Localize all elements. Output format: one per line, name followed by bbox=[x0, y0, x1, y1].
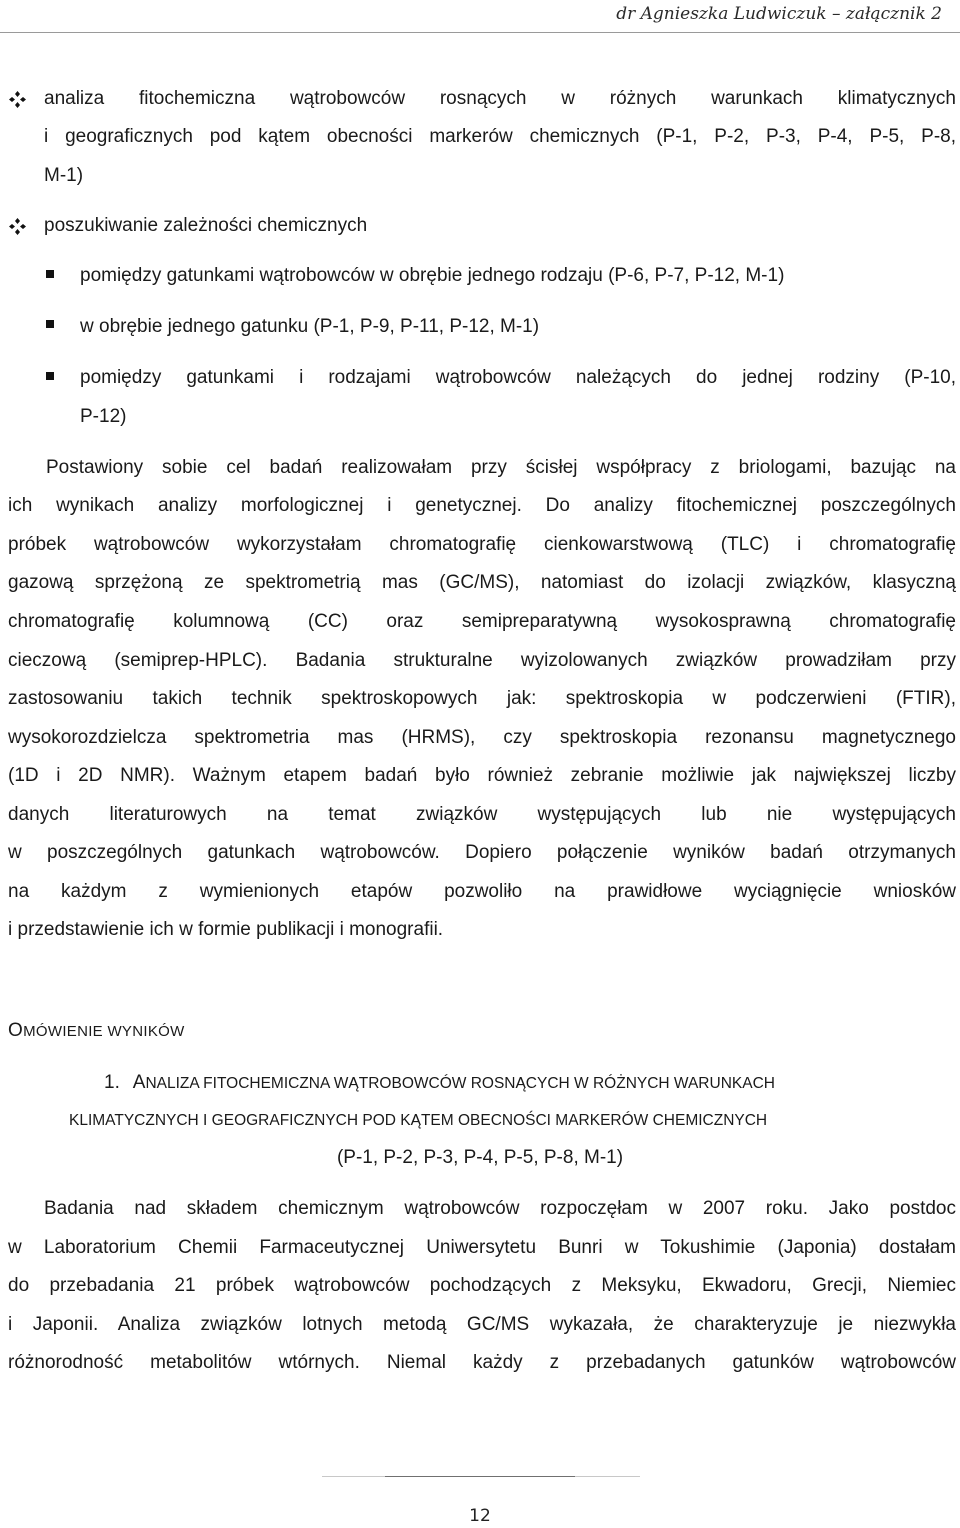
paragraph-1-line-4: gazową sprzężoną ze spektrometrią mas (GC/MS), natomiast do izolacji związków, klasyczną bbox=[8, 572, 956, 593]
section-heading bbox=[8, 1020, 185, 1042]
paragraph-1-line-13: i przedstawienie ich w formie publikacji i monografii. bbox=[8, 919, 444, 940]
paragraph-2-line-3: do przebadania 21 próbek wątrobowców pochodzących z Meksyku, Ekwadoru, Grecji, Niemiec bbox=[8, 1275, 956, 1296]
bullet-2-line-1: poszukiwanie zależności chemicznych bbox=[44, 215, 368, 236]
paragraph-1-line-7: zastosowaniu takich technik spektroskopowych jak: spektroskopia w podczerwieni (FTIR), bbox=[8, 688, 956, 709]
paragraph-1-line-2: ich wynikach analizy morfologicznej i genetycznej. Do analizy fitochemicznej poszczególnych bbox=[8, 495, 956, 516]
header-author: dr Agnieszka Ludwiczuk – załącznik 2 bbox=[616, 4, 942, 24]
paragraph-1-line-10: danych literaturowych na temat związków występujących lub nie występujących bbox=[8, 804, 956, 825]
diamond-bullet-icon bbox=[9, 218, 26, 235]
paragraph-1-line-8: wysokorozdzielcza spektrometria mas (HRMS), czy spektroskopia rezonansu magnetycznego bbox=[8, 727, 956, 748]
paragraph-1-line-3: próbek wątrobowców wykorzystałam chromatografię cienkowarstwową (TLC) i chromatografię bbox=[8, 534, 956, 555]
page-header bbox=[0, 0, 960, 33]
paragraph-1-line-1: Postawiony sobie cel badań realizowałam przy ścisłej współpracy z briologami, bazując na bbox=[46, 457, 956, 478]
bullet-1-line-3: M-1) bbox=[44, 165, 84, 186]
paragraph-1-line-5: chromatografię kolumnową (CC) oraz semipreparatywną wysokosprawną chromatografię bbox=[8, 611, 956, 632]
paragraph-1-line-12: na każdym z wymienionych etapów pozwoliło na prawidłowe wyciągnięcie wniosków bbox=[8, 881, 956, 902]
subbullet-3-line-1: pomiędzy gatunkami i rodzajami wątrobowców należących do jednej rodziny (P-10, bbox=[80, 367, 956, 388]
paragraph-1-line-11: w poszczególnych gatunkach wątrobowców. Dopiero połączenie wyników badań otrzymanych bbox=[8, 842, 956, 863]
subbullet-3-line-2: P-12) bbox=[80, 406, 127, 427]
paragraph-2-line-5: różnorodność metabolitów wtórnych. Niemal każdy z przebadanych gatunków wątrobowców bbox=[8, 1352, 956, 1373]
paragraph-1-line-6: cieczową (semiprep-HPLC). Badania strukturalne wyizolowanych związków prowadziłam przy bbox=[8, 650, 956, 671]
page-number: 12 bbox=[469, 1506, 491, 1526]
paragraph-1-line-9: (1D i 2D NMR). Ważnym etapem badań było również zebranie możliwie jak największej liczby bbox=[8, 765, 956, 786]
subbullet-1-line-1: pomiędzy gatunkami wątrobowców w obrębie jednego rodzaju (P-6, P-7, P-12, M-1) bbox=[80, 265, 785, 286]
section-title-initial: A bbox=[132, 1072, 146, 1093]
square-bullet-icon bbox=[46, 270, 54, 278]
bullet-1-line-2: i geograficznych pod kątem obecności markerów chemicznych (P-1, P-2, P-3, P-4, P-5, P-8, bbox=[44, 126, 956, 147]
paragraph-2-line-2: w Laboratorium Chemii Farmaceutycznej Uniwersytetu Bunri w Tokushimie (Japonia) dostałam bbox=[8, 1237, 956, 1258]
subbullet-2-line-1: w obrębie jednego gatunku (P-1, P-9, P-11, P-12, M-1) bbox=[80, 316, 540, 337]
section-title-line-1 bbox=[104, 1072, 775, 1094]
footer-divider-center bbox=[385, 1476, 575, 1477]
section-title-markers: (P-1, P-2, P-3, P-4, P-5, P-8, M-1) bbox=[336, 1147, 624, 1168]
section-title-line-2: KLIMATYCZNYCH I GEOGRAFICZNYCH POD KĄTEM OBECNOŚCI MARKERÓW CHEMICZNYCH bbox=[69, 1112, 768, 1129]
heading-initial: O bbox=[8, 1020, 24, 1041]
bullet-1-line-1: analiza fitochemiczna wątrobowców rosnących w różnych warunkach klimatycznych bbox=[44, 88, 956, 109]
square-bullet-icon bbox=[46, 320, 54, 328]
square-bullet-icon bbox=[46, 372, 54, 380]
heading-rest: MÓWIENIE WYNIKÓW bbox=[23, 1023, 185, 1040]
paragraph-2-line-1: Badania nad składem chemicznym wątrobowców rozpoczęłam w 2007 roku. Jako postdoc bbox=[44, 1198, 956, 1219]
section-title-line-3 bbox=[0, 1147, 960, 1169]
section-number: 1. bbox=[104, 1072, 120, 1093]
section-title-rest: NALIZA FITOCHEMICZNA WĄTROBOWCÓW ROSNĄCYCH W RÓŻNYCH WARUNKACH bbox=[145, 1075, 775, 1092]
paragraph-2-line-4: i Japonii. Analiza związków lotnych metodą GC/MS wykazała, że charakteryzuje je niezwykła bbox=[8, 1314, 956, 1335]
diamond-bullet-icon bbox=[9, 91, 26, 108]
